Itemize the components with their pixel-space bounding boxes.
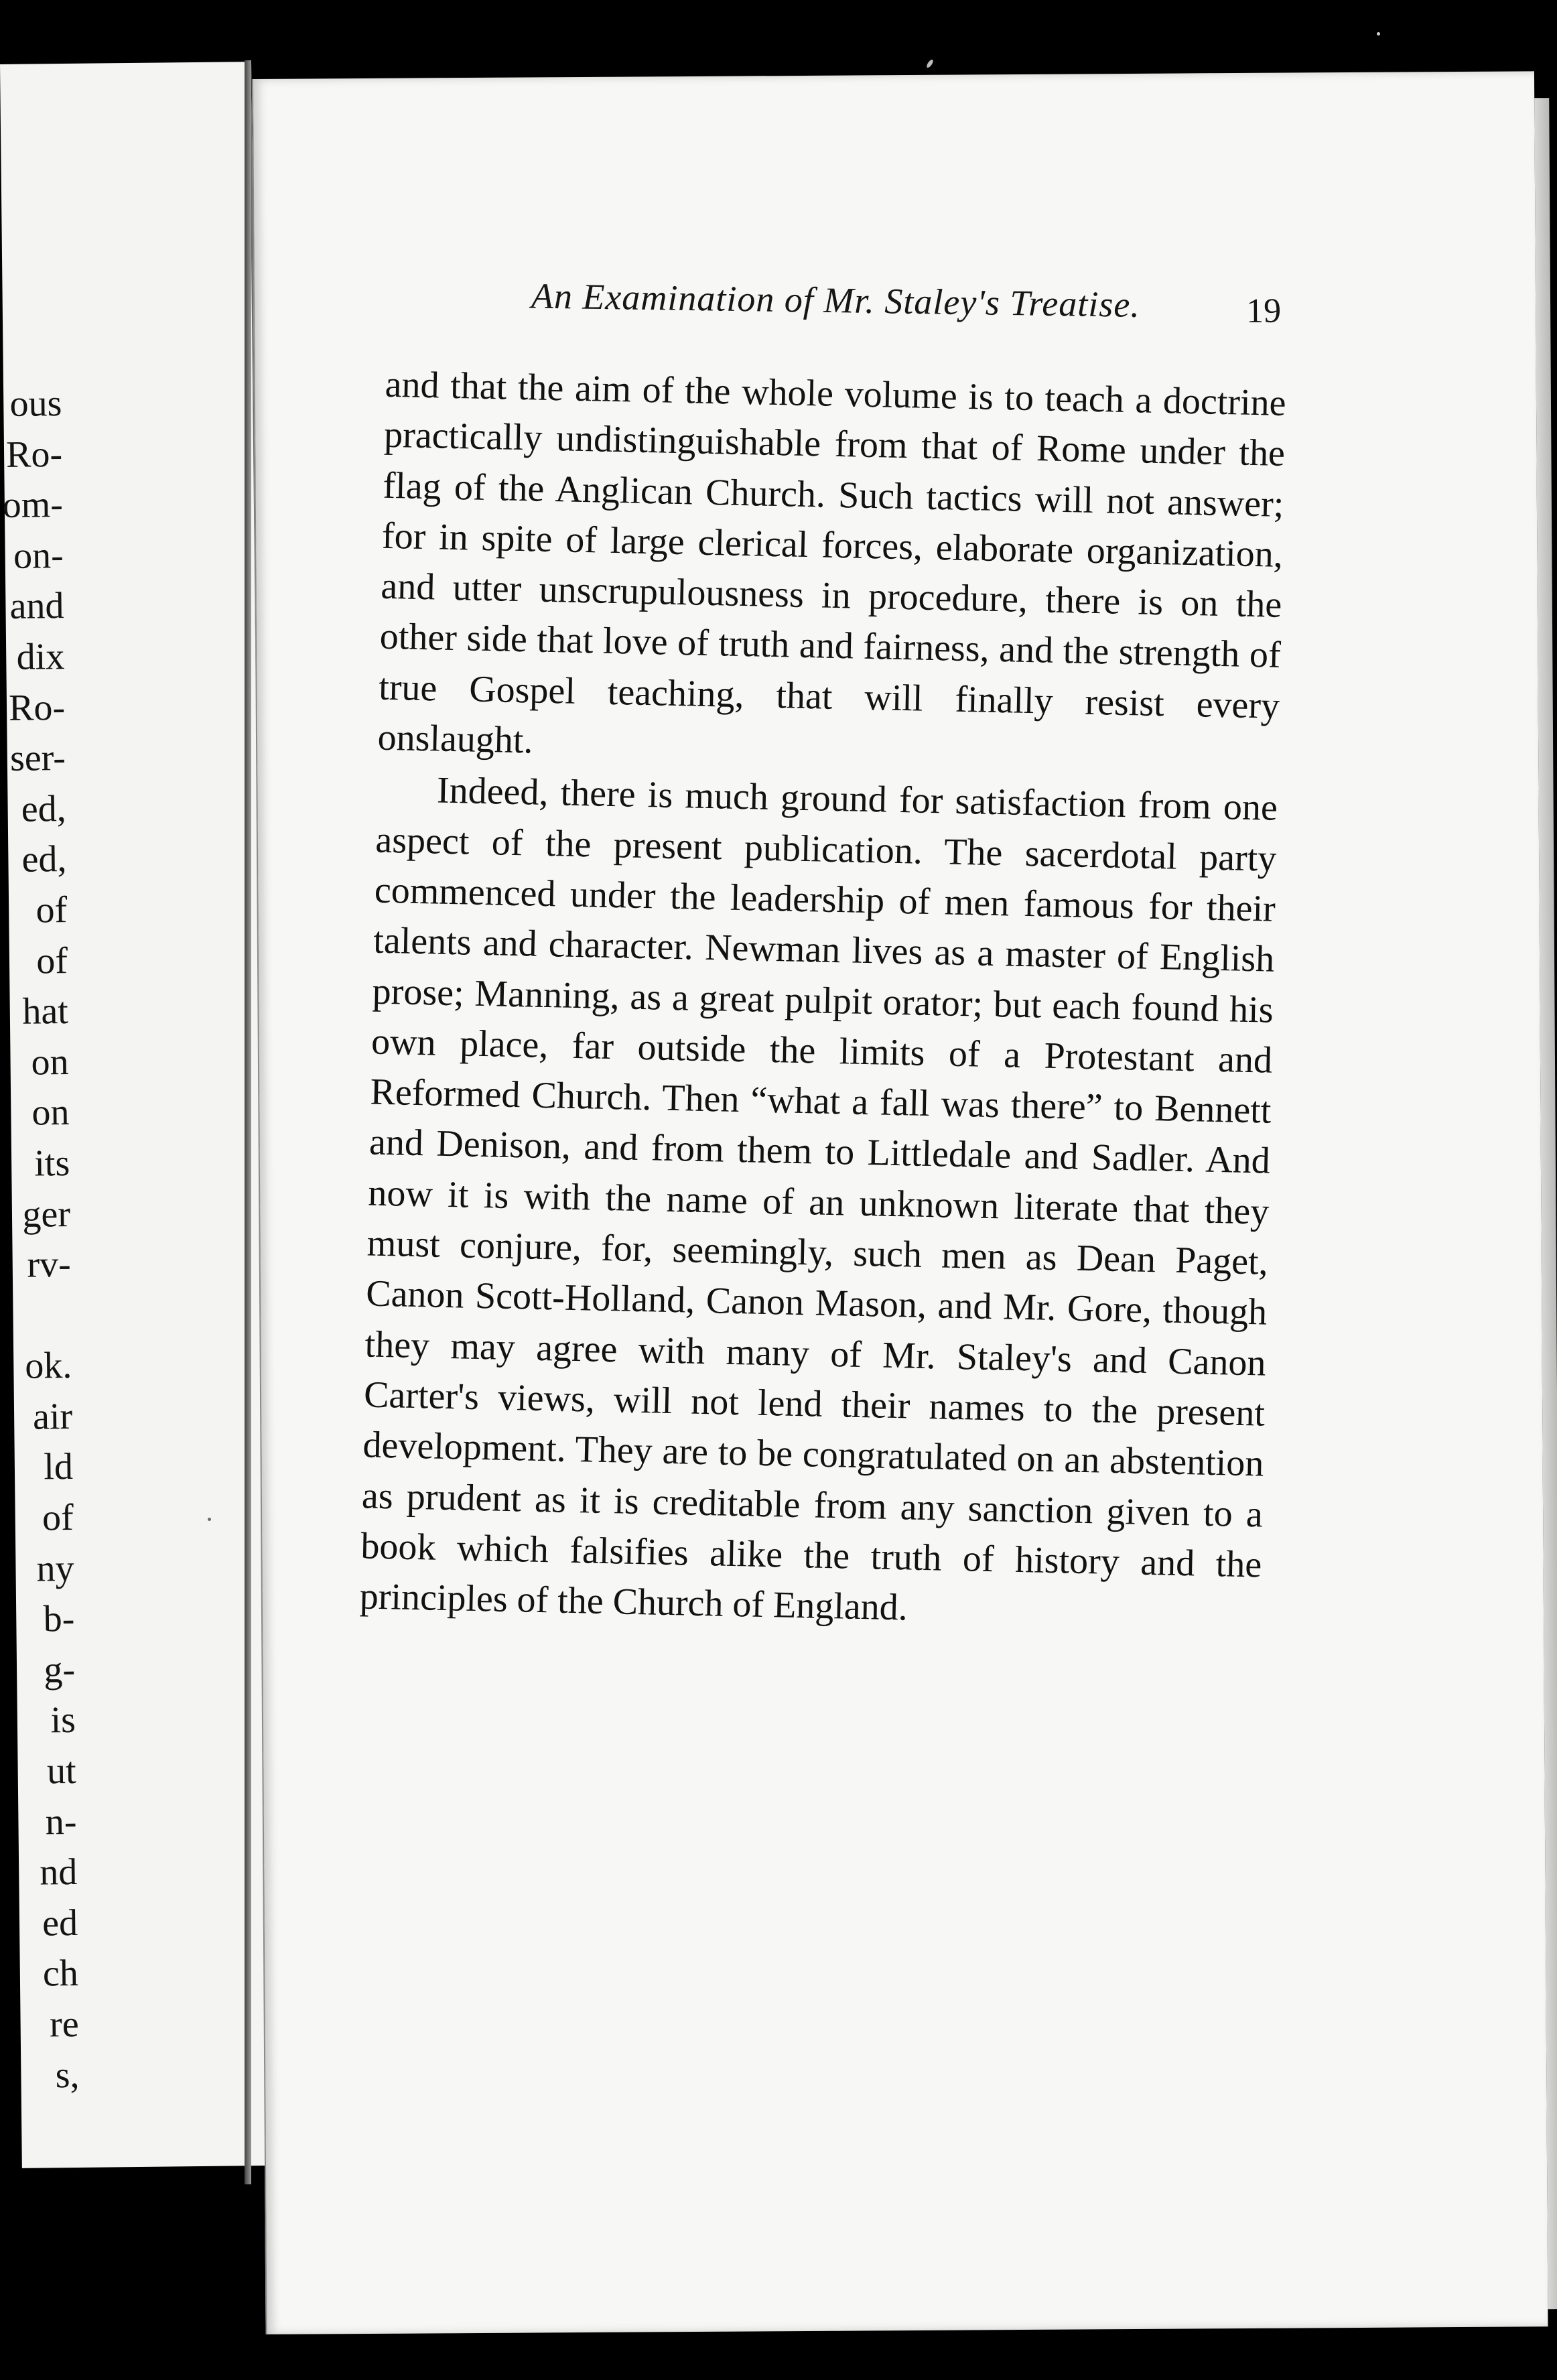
facing-page-line-fragment: ger <box>22 1193 71 1236</box>
facing-page-line-fragment: ed, <box>21 787 66 830</box>
running-head: An Examination of Mr. Staley's Treatise. <box>531 275 1141 325</box>
facing-page-line-fragment: ut <box>46 1749 77 1792</box>
facing-page-line-fragment: ser- <box>9 737 66 780</box>
facing-page-line-fragment: Ro- <box>8 686 66 729</box>
facing-page-line-fragment: on- <box>13 534 64 577</box>
scan-speck <box>1377 32 1380 36</box>
scan-speck <box>208 1518 211 1521</box>
main-page <box>252 71 1548 2334</box>
facing-page-line-fragment: om- <box>2 484 64 527</box>
facing-page-line-fragment <box>11 1291 72 1342</box>
facing-page-line-fragment: its <box>33 1142 70 1185</box>
facing-page <box>0 62 273 2168</box>
facing-page-line-fragment: ld <box>44 1446 74 1488</box>
facing-page-line-fragment: n- <box>45 1800 77 1843</box>
facing-page-line-fragment: ok. <box>25 1345 72 1387</box>
facing-page-line-fragment: ny <box>36 1547 74 1590</box>
facing-page-line-fragment: hat <box>22 990 69 1033</box>
facing-page-line-fragment: ch <box>42 1953 79 1995</box>
body-text <box>359 360 1286 1641</box>
facing-page-line-fragment: and <box>9 585 64 628</box>
facing-page-line-fragment: ed, <box>21 838 67 881</box>
facing-page-line-fragment: air <box>32 1395 73 1438</box>
facing-page-line-fragment: rv- <box>27 1244 72 1286</box>
facing-page-line-fragment: nd <box>39 1851 78 1894</box>
facing-page-line-fragment: on <box>31 1092 70 1134</box>
facing-page-line-fragment: of <box>36 939 68 982</box>
facing-page-text-fragments <box>1 379 80 2101</box>
facing-page-line-fragment: ed <box>42 1902 78 1944</box>
scan-speck <box>926 59 935 69</box>
facing-page-line-fragment: g- <box>44 1648 76 1691</box>
facing-page-line-fragment: ous <box>9 383 62 425</box>
book-gutter <box>245 60 251 2184</box>
facing-page-line-fragment: of <box>36 888 68 931</box>
paragraph: Indeed, there is much ground for satisfaction from one aspect of the present publication. The sacerdotal party commenced under the leadership of men famous for their talents and character. Newman lives as a master of English prose; Manning, as a great pulpit orator; but each found his own place, far outside the limits of a Protestant and Reformed Church. Then “what a fall was there” to Bennett and Denison, and from them to Littledale and Sadler. And now it is with the name of an unknown literate that they must conjure, for, seemingly, such men as Dean Paget, Canon Scott-Holland, Canon Mason, and Mr. Gore, though they may agree with many of Mr. Staley's and Canon Carter's views, will not lend their names to the present development. They are to be congratulated on an abstention as prudent as it is creditable from any sanction given to a book which falsifies alike the truth of history and the principles of the Church of England. <box>359 769 1278 1629</box>
facing-page-line-fragment: s, <box>55 2054 80 2096</box>
facing-page-line-fragment: dix <box>16 636 65 678</box>
facing-page-line-fragment: of <box>42 1497 74 1539</box>
facing-page-line-fragment: on <box>31 1041 69 1083</box>
facing-page-line-fragment: b- <box>43 1598 75 1640</box>
facing-page-line-fragment: is <box>50 1699 76 1741</box>
facing-page-line-fragment: re <box>49 2003 79 2046</box>
facing-page-line-fragment: Ro- <box>5 433 63 476</box>
paragraph: and that the aim of the whole volume is to teach a doctrine practically undistinguishable from that of Rome under the flag of the Anglican Church. Such tactics will not answer; for in spite of large clerical forces, elaborate organization, and utter unscrupulousness in procedure, there is on the other side that love of truth and fairness, and the strength of true Gospel teaching, that will finally resist every onslaught. <box>377 363 1287 762</box>
page-number: 19 <box>1245 291 1282 330</box>
page-edge <box>1534 98 1557 2309</box>
